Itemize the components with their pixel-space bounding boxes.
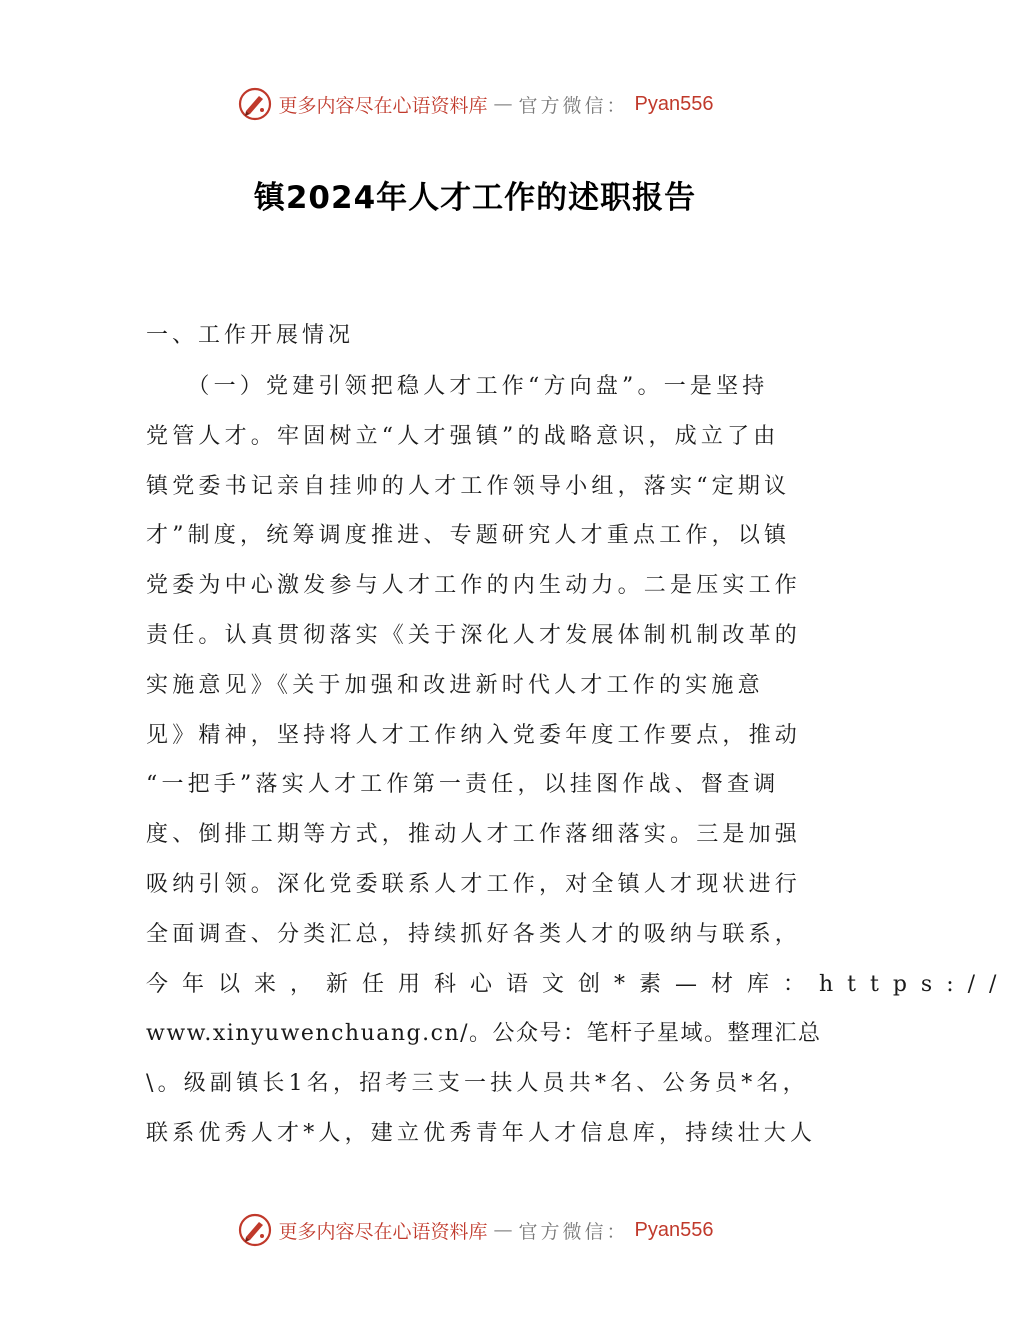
paragraph-line: 责任。认真贯彻落实《关于深化人才发展体制机制改革的 [146, 622, 802, 648]
paragraph-line: 度、倒排工期等方式，推动人才工作落细落实。三是加强 [146, 822, 802, 848]
paragraph-line: 实施意见》《关于加强和改进新时代人才工作的实施意 [146, 672, 764, 698]
banner-dash: — [493, 1219, 513, 1241]
banner-wechat-label: 官方微信： [518, 94, 629, 117]
pen-circle-logo-icon [237, 1212, 273, 1248]
body-paragraph [146, 362, 1010, 1159]
banner-site-name: 更多内容尽在心语资料库 [278, 1220, 488, 1243]
paragraph-line: \。级副镇长1名，招考三支一扶人员共*名、公务员*名， [146, 1071, 809, 1097]
paragraph-line: 全面调查、分类汇总，持续抓好各类人才的吸纳与联系， [146, 921, 802, 947]
paragraph-line: “一把手”落实人才工作第一责任，以挂图作战、督查调 [146, 772, 780, 798]
paragraph-line: 党管人才。牢固树立“人才强镇”的战略意识，成立了由 [146, 423, 780, 449]
banner-wechat-id: Pyan556 [634, 1218, 714, 1241]
paragraph-line: 镇党委书记亲自挂帅的人才工作领导小组，落实“定期议 [146, 473, 791, 499]
section-heading: 一、工作开展情况 [146, 323, 355, 348]
paragraph-line: 见》精神，坚持将人才工作纳入党委年度工作要点，推动 [146, 722, 802, 748]
pen-circle-logo-icon [237, 86, 273, 122]
banner-dash: — [493, 93, 513, 115]
banner-wechat-id: Pyan556 [634, 92, 714, 115]
paragraph-line: 吸纳引领。深化党委联系人才工作，对全镇人才现状进行 [146, 871, 802, 897]
paragraph-line: 今年以来，新任用科心语文创*素—材库：https:// [146, 971, 1010, 997]
paragraph-line: 才”制度，统筹调度推进、专题研究人才重点工作，以镇 [146, 523, 791, 549]
footer-watermark-banner [0, 1210, 950, 1250]
document-title: 镇2024年人才工作的述职报告 [253, 180, 697, 216]
banner-site-name: 更多内容尽在心语资料库 [278, 94, 488, 117]
paragraph-line: 党委为中心激发参与人才工作的内生动力。二是压实工作 [146, 573, 802, 599]
header-watermark-banner [0, 84, 950, 124]
banner-wechat-label: 官方微信： [518, 1220, 629, 1243]
paragraph-line: （一）党建引领把稳人才工作“方向盘”。一是坚持 [146, 374, 769, 399]
paragraph-line: www.xinyuwenchuang.cn/。公众号：笔杆子星域。整理汇总 [146, 1021, 822, 1047]
paragraph-line: 联系优秀人才*人，建立优秀青年人才信息库，持续壮大人 [146, 1120, 817, 1146]
